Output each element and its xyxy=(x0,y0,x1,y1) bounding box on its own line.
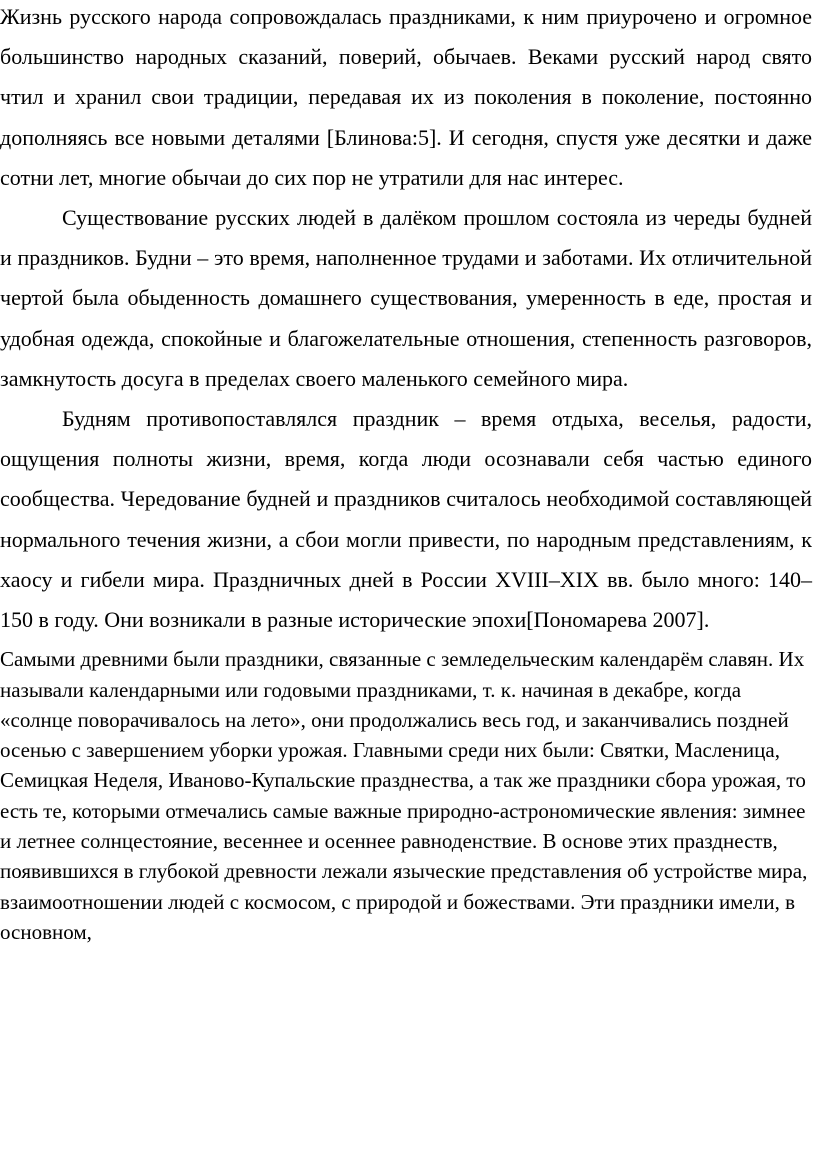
paragraph-3: Будням противопоставлялся праздник – время отдыха, веселья, радости, ощущения полноты жизни, время, когда люди осознавали себя частью единого сообщества. Чередование будней и праздников считалось необходимой составляющей нормального течения жизни, а сбои могли привести, по народным представлениям, к хаосу и гибели мира. Праздничных дней в России XVIII–XIX вв. было много: 140–150 в году. Они возникали в разные исторические эпохи[Пономарева 2007]. xyxy=(0,406,812,633)
paragraph-4: Самыми древними были праздники, связанные с земледельческим календарём славян. Их называли календарными или годовыми праздниками, т. к. начиная в декабре, когда «солнце поворачивалось на лето», они продолжались весь год, и заканчивались поздней осенью с завершением уборки урожая. Главными среди них были: Святки, Масленица, Семицкая Неделя, Иваново-Купальские празднества, а так же праздники сбора урожая, то есть те, которыми отмечались самые важные природно-астрономические явления: зимнее и летнее солнцестояние, весеннее и осеннее равноденствие. В основе этих празднеств, появившихся в глубокой древности лежали языческие представления об устройстве мира, взаимоотношении людей с космосом, с природой и божествами. Эти праздники имели, в основном, xyxy=(0,647,808,944)
paragraph-2: Существование русских людей в далёком прошлом состояла из череды будней и праздников. Будни – это время, наполненное трудами и заботами. Их отличительной чертой была обыденность домашнего существования, умеренность в еде, простая и удобная одежда, спокойные и благожелательные отношения, степенность разговоров, замкнутость досуга в пределах своего маленького семейного мира. xyxy=(0,205,812,391)
paragraph-1: Жизнь русского народа сопровождалась праздниками, к ним приурочено и огромное большинство народных сказаний, поверий, обычаев. Веками русский народ свято чтил и хранил свои традиции, передавая их из поколения в поколение, постоянно дополняясь все новыми деталями [Блинова:5]. И сегодня, спустя уже десятки и даже сотни лет, многие обычаи до сих пор не утратили для нас интерес. xyxy=(0,4,812,190)
